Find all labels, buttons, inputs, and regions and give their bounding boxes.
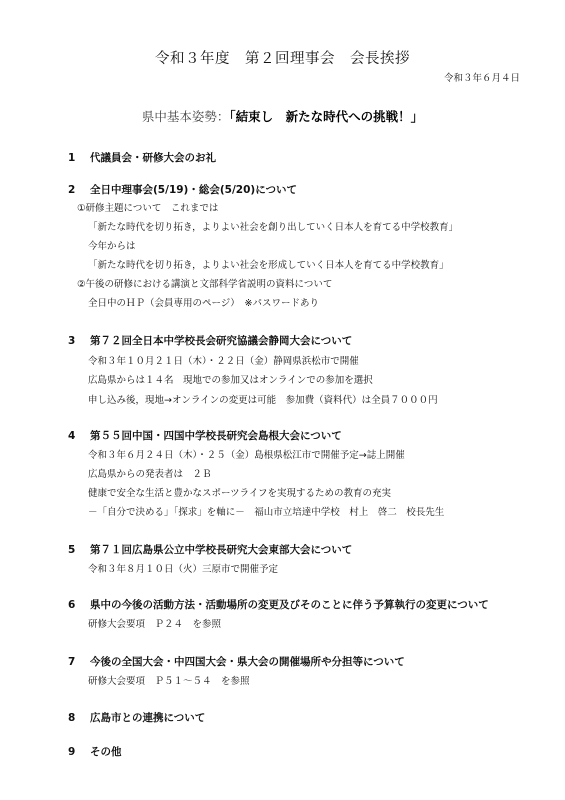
section-number: 1 (68, 152, 76, 164)
section-2-line: 全日中のＨＰ（会員専用のページ） ※パスワードあり (88, 298, 320, 309)
section-title: 第７２回全日本中学校長会研究協議会静岡大会について (90, 335, 353, 347)
section-6-heading (68, 597, 545, 612)
section-2-line: 「新たな時代を切り拓き，よりよい社会を創り出していく日本人を育てる中学校教育」 (88, 222, 459, 233)
section-title: 県中の今後の活動方法・活動場所の変更及びそのことに伴う予算執行の変更について (90, 599, 489, 611)
section-title: 全日中理事会(5/19)・総会(5/20)について (90, 184, 297, 196)
section-number: 3 (68, 335, 76, 347)
section-3-line: 広島県からは１４名 現地での参加又はオンラインでの参加を選択 (88, 375, 373, 386)
section-title: 広島市との連携について (90, 712, 206, 724)
section-7-line: 研修大会要項 Ｐ５１～５４ を参照 (88, 676, 250, 687)
section-4-line: 広島県からの発表者は ２Ｂ (88, 469, 212, 480)
section-2-line: ①研修主題について これまでは (77, 203, 219, 214)
basic-policy-slogan: 「結束し 新たな時代への挑戦！」 (229, 109, 424, 124)
section-2-line: ②午後の研修における講演と文部科学省説明の資料について (77, 279, 333, 290)
section-2-line: 今年からは (88, 241, 136, 252)
section-title: その他 (90, 746, 122, 758)
section-5-line: 令和３年８月１０日（火）三原市で開催予定 (88, 564, 279, 575)
section-1-heading (68, 150, 545, 165)
section-3-line: 令和３年１０月２１日（木）・２２日（金）静岡県浜松市で開催 (88, 356, 359, 367)
section-7-heading (68, 654, 545, 669)
section-4-heading (68, 428, 545, 443)
section-6-line: 研修大会要項 Ｐ２４ を参照 (88, 619, 222, 630)
section-4-line: －「自分で決める」「探求」を軸に－ 福山市立培達中学校 村上 啓二 校長先生 (88, 507, 445, 518)
section-9-heading (68, 744, 545, 759)
section-3-line: 申し込み後，現地→オンラインの変更は可能 参加費（資料代）は全員７０００円 (88, 395, 438, 406)
section-4-line: 令和３年６月２４日（木）・２５（金）島根県松江市で開催予定→誌上開催 (88, 450, 405, 461)
section-title: 今後の全国大会・中四国大会・県大会の開催場所や分担等について (90, 656, 405, 668)
section-4-line: 健康で安全な生活と豊かなスポーツライフを実現するための教育の充実 (88, 488, 392, 499)
section-number: 7 (68, 656, 76, 668)
basic-policy (0, 107, 565, 125)
basic-policy-label: 県中基本姿勢： (141, 109, 230, 124)
section-2-line: 「新たな時代を切り拓き，よりよい社会を形成していく日本人を育てる中学校教育」 (88, 260, 449, 271)
section-number: 2 (68, 184, 76, 196)
section-2-heading (68, 182, 545, 197)
section-title: 第５５回中国・四国中学校長研究会島根大会について (90, 430, 342, 442)
section-5-heading (68, 542, 545, 557)
document-date: 令和３年６月４日 (443, 73, 520, 84)
document-title: 令和３年度 第２回理事会 会長挨拶 (155, 51, 410, 67)
section-number: 4 (68, 430, 76, 442)
section-number: 8 (68, 712, 76, 724)
section-number: 6 (68, 599, 76, 611)
section-title: 第７１回広島県公立中学校長研究大会東部大会について (90, 544, 353, 556)
section-3-heading (68, 333, 545, 348)
section-8-heading (68, 710, 545, 725)
section-number: 5 (68, 544, 76, 556)
section-number: 9 (68, 746, 76, 758)
section-title: 代議員会・研修大会のお礼 (90, 152, 216, 164)
